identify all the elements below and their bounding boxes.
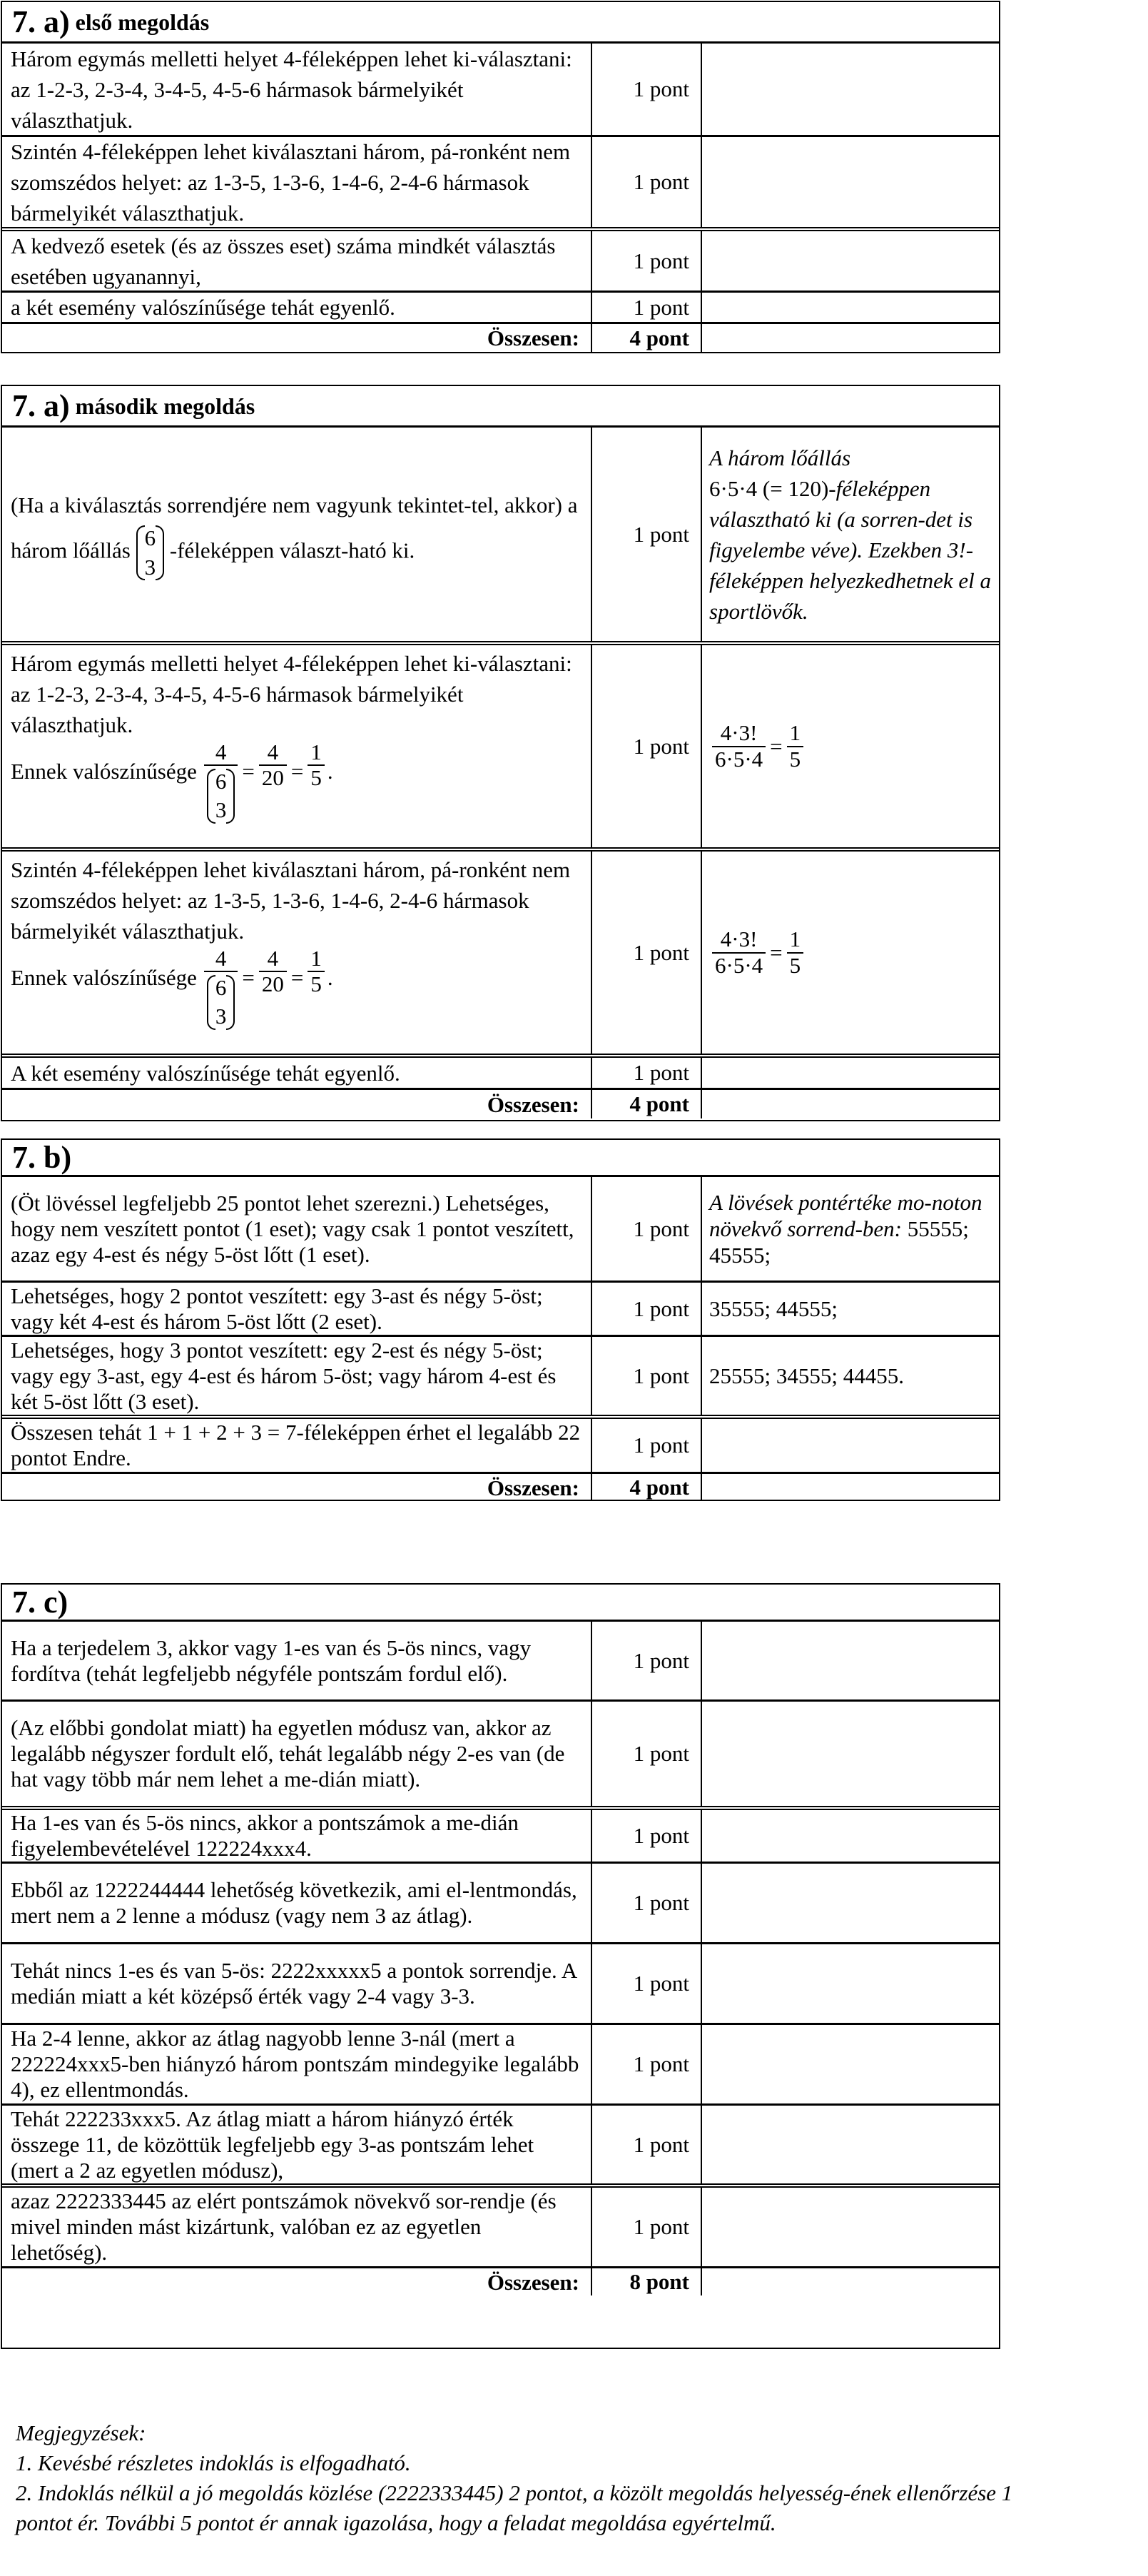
binom-top: 6	[144, 525, 156, 551]
table-row	[2, 852, 999, 1058]
section-7a-second-solution	[1, 385, 1000, 1121]
note-cell	[702, 645, 999, 847]
probability-line	[11, 740, 582, 825]
table-row	[2, 428, 999, 645]
note-cell: 35555; 44555;	[709, 1296, 838, 1321]
note-text: választható ki (a sorren-det is figyelembe véve). Ezekben 3!-féleképpen helyezkedhetnek el a sportlövők.	[709, 506, 992, 624]
points-cell: 1 pont	[592, 1058, 702, 1088]
points-cell: 1 pont	[592, 137, 702, 227]
note-values: 55555; 45555;	[709, 1216, 969, 1268]
solution-text	[2, 852, 592, 1054]
remark-item: 1. Kevésbé részletes indoklás is elfogadható.	[16, 2450, 411, 2475]
points-cell: 1 pont	[592, 1337, 702, 1415]
points-cell: 1 pont	[592, 2188, 702, 2266]
binomial-coefficient	[207, 767, 235, 825]
table-row	[2, 44, 999, 137]
table-row	[2, 1419, 999, 1474]
section-number: 7. a)	[12, 4, 70, 39]
fraction-numerator: 4·3!	[720, 926, 758, 952]
points-cell: 1 pont	[592, 1944, 702, 2023]
total-label: Összesen:	[2, 1090, 592, 1118]
fraction-numerator: 4·3!	[720, 720, 758, 746]
points-cell: 1 pont	[592, 852, 702, 1054]
note-cell	[702, 2106, 999, 2183]
fraction-numerator: 4	[215, 946, 227, 971]
points-cell: 1 pont	[592, 1419, 702, 1472]
table-row	[2, 1177, 999, 1283]
fraction-numerator: 1	[789, 720, 801, 746]
period: .	[327, 759, 333, 784]
remark-item: 2. Indoklás nélkül a jó megoldás közlése (2222333445) 2 pontot, a közölt megoldás helyesség-ének ellenőrzése 1 pontot ér. További 5 pontot ér annak igazolása, hogy a feladat megoldása egyértelmű.	[16, 2480, 1013, 2535]
solution-paragraph: Szintén 4-féleképpen lehet kiválasztani három, pá-ronként nem szomszédos helyet: az 1-3-5, 1-3-6, 1-4-6, 2-4-6 hármasok bármelyikét választhatjuk.	[11, 857, 571, 944]
points-cell: 1 pont	[592, 2106, 702, 2183]
binom-bottom: 3	[215, 1004, 227, 1029]
table-row	[2, 1944, 999, 2025]
fraction-denominator: 20	[259, 764, 287, 790]
table-row	[2, 1810, 999, 1864]
total-points: 4 pont	[592, 1474, 702, 1501]
note-cell	[702, 293, 999, 322]
fraction	[787, 721, 804, 771]
note-cell	[702, 231, 999, 291]
note-cell	[702, 2188, 999, 2266]
fraction-denominator: 5	[308, 971, 325, 996]
note-cell	[702, 1702, 999, 1806]
fraction	[712, 721, 766, 771]
section-header	[2, 1585, 999, 1622]
binomial-coefficient	[207, 974, 235, 1031]
solution-text: a két esemény valószínűsége tehát egyenlő.	[2, 293, 592, 322]
equals-sign: =	[290, 965, 304, 990]
points-cell: 1 pont	[592, 1864, 702, 1942]
fraction	[308, 946, 325, 996]
fraction	[204, 740, 238, 825]
binom-top: 6	[215, 769, 227, 794]
section-header	[2, 2, 999, 44]
points-cell: 1 pont	[592, 1622, 702, 1699]
solution-text: (Az előbbi gondolat miatt) ha egyetlen módusz van, akkor az legalább négyszer fordult elő, tehát legalább négy 2-es van (de hat vagy több már nem lehet a me-dián miatt).	[2, 1702, 592, 1806]
fraction-numerator: 1	[310, 946, 322, 971]
section-number: 7. a)	[12, 388, 70, 423]
fraction-denominator: 5	[308, 764, 325, 790]
note-cell	[702, 1622, 999, 1699]
fraction-numerator: 1	[310, 739, 322, 764]
total-label: Összesen:	[2, 1474, 592, 1501]
points-cell: 1 pont	[592, 1283, 702, 1335]
table-row	[2, 1622, 999, 1702]
solution-text: Tehát 222233xxx5. Az átlag miatt a három hiányzó érték összege 11, de közöttük legfeljebb egy 3-as pontszám lehet (mert a 2 az egyetlen módusz),	[2, 2106, 592, 2183]
section-7b	[1, 1138, 1000, 1501]
equals-sign: =	[242, 965, 255, 990]
solution-text: Összesen tehát 1 + 1 + 2 + 3 = 7-féleképpen érhet el legalább 22 pontot Endre.	[2, 1419, 592, 1472]
fraction-denominator	[204, 971, 238, 1031]
note-text: -féleképpen	[828, 475, 931, 501]
period: .	[327, 965, 333, 990]
binom-bottom: 3	[215, 797, 227, 823]
note-cell	[702, 2268, 999, 2295]
fraction	[259, 946, 287, 996]
total-row	[2, 1090, 999, 1118]
table-row	[2, 1058, 999, 1090]
table-row	[2, 1283, 999, 1337]
note-cell	[702, 1864, 999, 1942]
note-cell	[702, 1419, 999, 1472]
section-subtitle: első megoldás	[75, 9, 210, 35]
table-row	[2, 2025, 999, 2106]
solution-text	[2, 428, 592, 641]
section-header	[2, 1140, 999, 1177]
fraction-numerator: 4	[215, 739, 227, 764]
fraction	[712, 927, 766, 977]
equals-sign: =	[770, 940, 783, 965]
total-row	[2, 2268, 999, 2295]
probability-line	[11, 946, 582, 1031]
fraction-numerator: 1	[789, 926, 801, 952]
text-after-binom: -féleképpen választ-ható ki.	[169, 537, 415, 563]
points-cell: 1 pont	[592, 645, 702, 847]
fraction-denominator: 6·5·4	[712, 746, 766, 772]
solution-text: Három egymás melletti helyet 4-féleképpen lehet ki-választani: az 1-2-3, 2-3-4, 3-4-5, 4-5-6 hármasok bármelyikét választhatjuk.	[2, 44, 592, 135]
note-cell	[702, 1810, 999, 1862]
total-points: 4 pont	[592, 324, 702, 352]
table-row	[2, 1337, 999, 1419]
note-cell	[702, 324, 999, 352]
note-cell	[702, 44, 999, 135]
fraction	[787, 927, 804, 977]
solution-paragraph: Három egymás melletti helyet 4-féleképpen lehet ki-választani: az 1-2-3, 2-3-4, 3-4-5, 4-5-6 hármasok bármelyikét választhatjuk.	[11, 651, 572, 737]
points-cell: 1 pont	[592, 428, 702, 641]
solution-text: A kedvező esetek (és az összes eset) száma mindkét választás esetében ugyanannyi,	[2, 231, 592, 291]
note-cell	[702, 1944, 999, 2023]
solution-text: Lehetséges, hogy 3 pontot veszített: egy 2-est és négy 5-öst; vagy egy 3-ast, egy 4-est és három 5-öst; vagy három 4-est és két 5-öst lőtt (3 eset).	[2, 1337, 592, 1415]
points-cell: 1 pont	[592, 44, 702, 135]
fraction-denominator	[204, 764, 238, 825]
probability-label: Ennek valószínűsége	[11, 965, 197, 990]
solution-text: Ebből az 1222244444 lehetőség következik, ami el-lentmondás, mert nem a 2 lenne a módusz (vagy nem 3 az átlag).	[2, 1864, 592, 1942]
total-points: 8 pont	[592, 2268, 702, 2295]
solution-text: Tehát nincs 1-es és van 5-ös: 2222xxxxx5 a pontok sorrendje. A medián miatt a két középső érték vagy 2-4 vagy 3-3.	[2, 1944, 592, 2023]
table-row	[2, 293, 999, 324]
points-cell: 1 pont	[592, 1177, 702, 1281]
section-header	[2, 386, 999, 428]
total-label: Összesen:	[2, 324, 592, 352]
fraction	[308, 740, 325, 790]
fraction	[259, 740, 287, 790]
probability-label: Ennek valószínűsége	[11, 759, 197, 784]
table-row	[2, 137, 999, 231]
table-row	[2, 2188, 999, 2268]
section-7a-first-solution	[1, 1, 1000, 353]
solution-text: (Öt lövéssel legfeljebb 25 pontot lehet szerezni.) Lehetséges, hogy nem veszített pontot (1 eset); vagy csak 1 pontot veszített, azaz egy 4-est és négy 5-öst lőtt (1 eset).	[2, 1177, 592, 1281]
fraction-denominator: 5	[787, 952, 804, 978]
points-cell: 1 pont	[592, 2025, 702, 2103]
solution-text: Ha a terjedelem 3, akkor vagy 1-es van és 5-ös nincs, vagy fordítva (tehát legfeljebb négyféle pontszám fordul elő).	[2, 1622, 592, 1699]
note-cell	[702, 1090, 999, 1118]
note-cell	[702, 2025, 999, 2103]
note-cell	[702, 1177, 999, 1281]
section-number: 7. c)	[12, 1584, 68, 1620]
note-cell	[702, 137, 999, 227]
equals-sign: =	[770, 734, 783, 759]
section-7c	[1, 1583, 1000, 2349]
section-subtitle: második megoldás	[75, 393, 255, 419]
points-cell: 1 pont	[592, 231, 702, 291]
fraction-numerator: 4	[267, 739, 279, 764]
note-text: A három lőállás	[709, 445, 851, 470]
fraction-denominator: 6·5·4	[712, 952, 766, 978]
total-label: Összesen:	[2, 2268, 592, 2295]
total-row	[2, 324, 999, 352]
table-row	[2, 2106, 999, 2188]
table-row	[2, 645, 999, 852]
solution-text	[2, 645, 592, 847]
binom-top: 6	[215, 975, 227, 1001]
solution-text: A két esemény valószínűsége tehát egyenlő.	[2, 1058, 592, 1088]
note-cell	[702, 428, 999, 641]
points-cell: 1 pont	[592, 1702, 702, 1806]
points-cell: 1 pont	[592, 1810, 702, 1862]
note-cell	[702, 1474, 999, 1501]
solution-text: azaz 2222333445 az elért pontszámok növekvő sor-rendje (és mivel minden mást kizártunk, valóban ez az egyetlen lehetőség).	[2, 2188, 592, 2266]
binom-bottom: 3	[144, 554, 156, 580]
fraction-denominator: 5	[787, 746, 804, 772]
remarks	[16, 2418, 1029, 2538]
points-cell: 1 pont	[592, 293, 702, 322]
solution-text: Lehetséges, hogy 2 pontot veszített: egy 3-ast és négy 5-öst; vagy két 4-est és három 5-öst lőtt (2 eset).	[2, 1283, 592, 1335]
total-row	[2, 1474, 999, 1501]
equals-sign: =	[242, 759, 255, 784]
text-before-binom: (Ha a kiválasztás sorrendjére nem vagyunk tekintet-tel, akkor) a három lőállás	[11, 493, 578, 563]
fraction-denominator: 20	[259, 971, 287, 996]
table-row	[2, 231, 999, 293]
solution-text: Ha 2-4 lenne, akkor az átlag nagyobb lenne 3-nál (mert a 222224xxx5-ben hiányzó három pontszám mindegyike legalább 4), ez ellentmondás.	[2, 2025, 592, 2103]
fraction	[204, 946, 238, 1031]
solution-text: Szintén 4-féleképpen lehet kiválasztani három, pá-ronként nem szomszédos helyet: az 1-3-5, 1-3-6, 1-4-6, 2-4-6 hármasok bármelyikét választhatjuk.	[2, 137, 592, 227]
fraction-numerator: 4	[267, 946, 279, 971]
table-row	[2, 1864, 999, 1944]
note-cell	[702, 852, 999, 1054]
remarks-title: Megjegyzések:	[16, 2420, 146, 2445]
solution-text: Ha 1-es van és 5-ös nincs, akkor a pontszámok a me-dián figyelembevételével 122224xxx4.	[2, 1810, 592, 1862]
section-number: 7. b)	[12, 1139, 72, 1175]
note-cell	[702, 1058, 999, 1088]
note-text: A lövések pontértéke mo-noton növekvő sorrend-ben:	[709, 1190, 982, 1241]
total-points: 4 pont	[592, 1090, 702, 1118]
equals-sign: =	[290, 759, 304, 784]
binomial-coefficient	[136, 524, 165, 582]
table-row	[2, 1702, 999, 1810]
note-math: 6·5·4 (= 120)	[709, 475, 829, 501]
note-cell: 25555; 34555; 44455.	[709, 1363, 904, 1388]
